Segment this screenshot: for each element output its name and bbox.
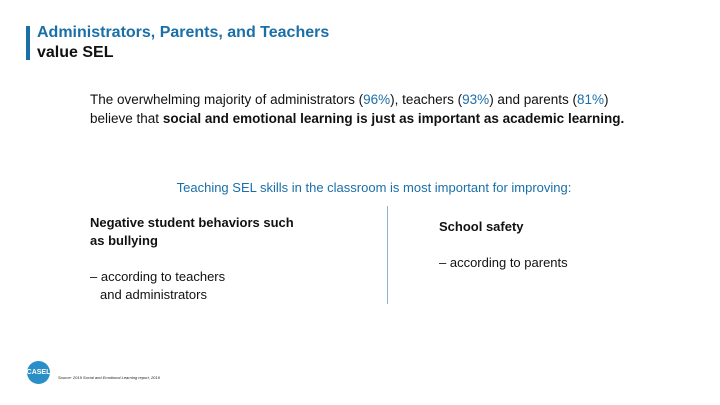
intro-text: ) believe that (90, 92, 609, 126)
left-source (90, 268, 225, 304)
title-accent-bar (26, 26, 30, 60)
intro-text: ), teachers ( (390, 92, 463, 107)
intro-paragraph (90, 90, 635, 128)
teacher-percent: 93% (462, 92, 490, 107)
left-finding: Negative student behaviors such as bullying (90, 215, 294, 248)
subheading: Teaching SEL skills in the classroom is most important for improving: (176, 180, 572, 195)
right-source: – according to parents (439, 255, 568, 270)
parent-percent: 81% (576, 92, 605, 107)
left-source-line2: and administrators (100, 287, 207, 302)
left-source-line1: – according to teachers (90, 269, 226, 284)
slide-title: Administrators, Parents, and Teachers (37, 24, 330, 41)
column-divider (387, 206, 388, 304)
casel-logo (27, 361, 50, 384)
slide-title-line2: value SEL (37, 44, 114, 61)
intro-emphasis: social and emotional learning is just as important as academic learning. (162, 111, 625, 126)
intro-text: The overwhelming majority of administrators ( (90, 92, 364, 107)
source-citation: Source: 2019 Social and Emotional Learning report, 2019 (58, 375, 160, 380)
intro-text: ) and parents ( (489, 92, 577, 107)
right-finding: School safety (439, 219, 524, 234)
logo-text: CASEL (26, 369, 51, 376)
admin-percent: 96% (363, 92, 391, 107)
